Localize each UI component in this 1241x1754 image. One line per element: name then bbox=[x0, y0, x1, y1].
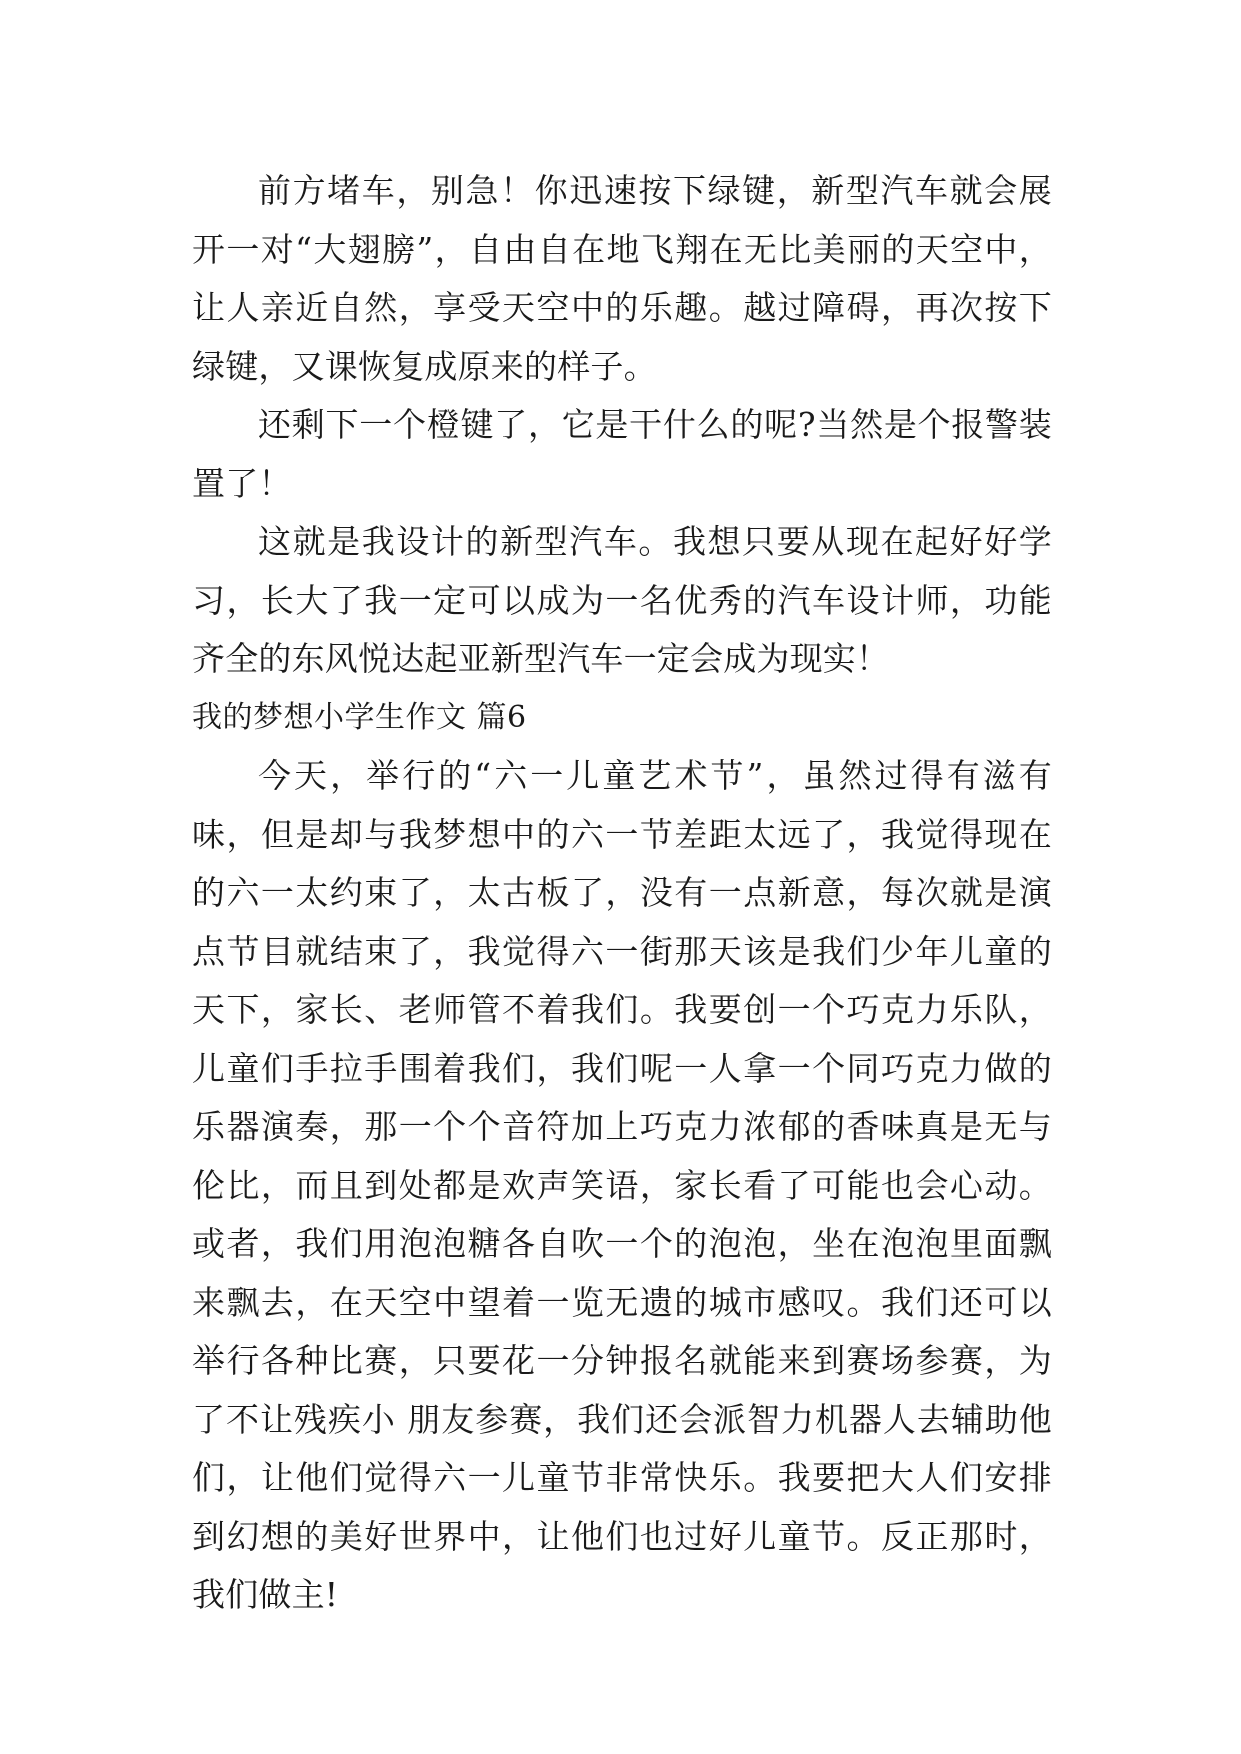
section-heading: 我的梦想小学生作文 篇6 bbox=[192, 699, 527, 735]
paragraph-orange-key: 还剩下一个橙键了，它是干什么的呢?当然是个报警装置了！ bbox=[192, 405, 1052, 503]
paragraph-childrens-day: 今天，举行的“六一儿童艺术节”，虽然过得有滋有味，但是却与我梦想中的六一节差距太远了，我觉得现在的六一太约束了，太古板了，没有一点新意，每次就是演点节目就结束了，我觉得六一街那天该是我们少年儿童的天下，家长、老师管不着我们。我要创一个巧克力乐队，儿童们手拉手围着我们，我们呢一人拿一个同巧克力做的乐器演奏，那一个个音符加上巧克力浓郁的香味真是无与伦比，而且到处都是欢声笑语，家长看了可能也会心动。或者，我们用泡泡糖各自吹一个的泡泡，坐在泡泡里面飘来飘去，在天空中望着一览无遗的城市感叹。我们还可以举行各种比赛，只要花一分钟报名就能来到赛场参赛，为了不让残疾小 朋友参赛，我们还会派智力机器人去辅助他们，让他们觉得六一儿童节非常快乐。我要把大人们安排到幻想的美好世界中，让他们也过好儿童节。反正那时，我们做主! bbox=[192, 756, 1052, 1614]
paragraph-flying-car: 前方堵车，别急！你迅速按下绿键，新型汽车就会展开一对“大翅膀”，自由自在地飞翔在无比美丽的天空中，让人亲近自然，享受天空中的乐趣。越过障碍，再次按下绿键，又课恢复成原来的样子。 bbox=[192, 171, 1052, 386]
paragraph-conclusion: 这就是我设计的新型汽车。我想只要从现在起好好学习，长大了我一定可以成为一名优秀的汽车设计师，功能齐全的东风悦达起亚新型汽车一定会成为现实！ bbox=[192, 522, 1052, 678]
document-body bbox=[192, 162, 1052, 1625]
